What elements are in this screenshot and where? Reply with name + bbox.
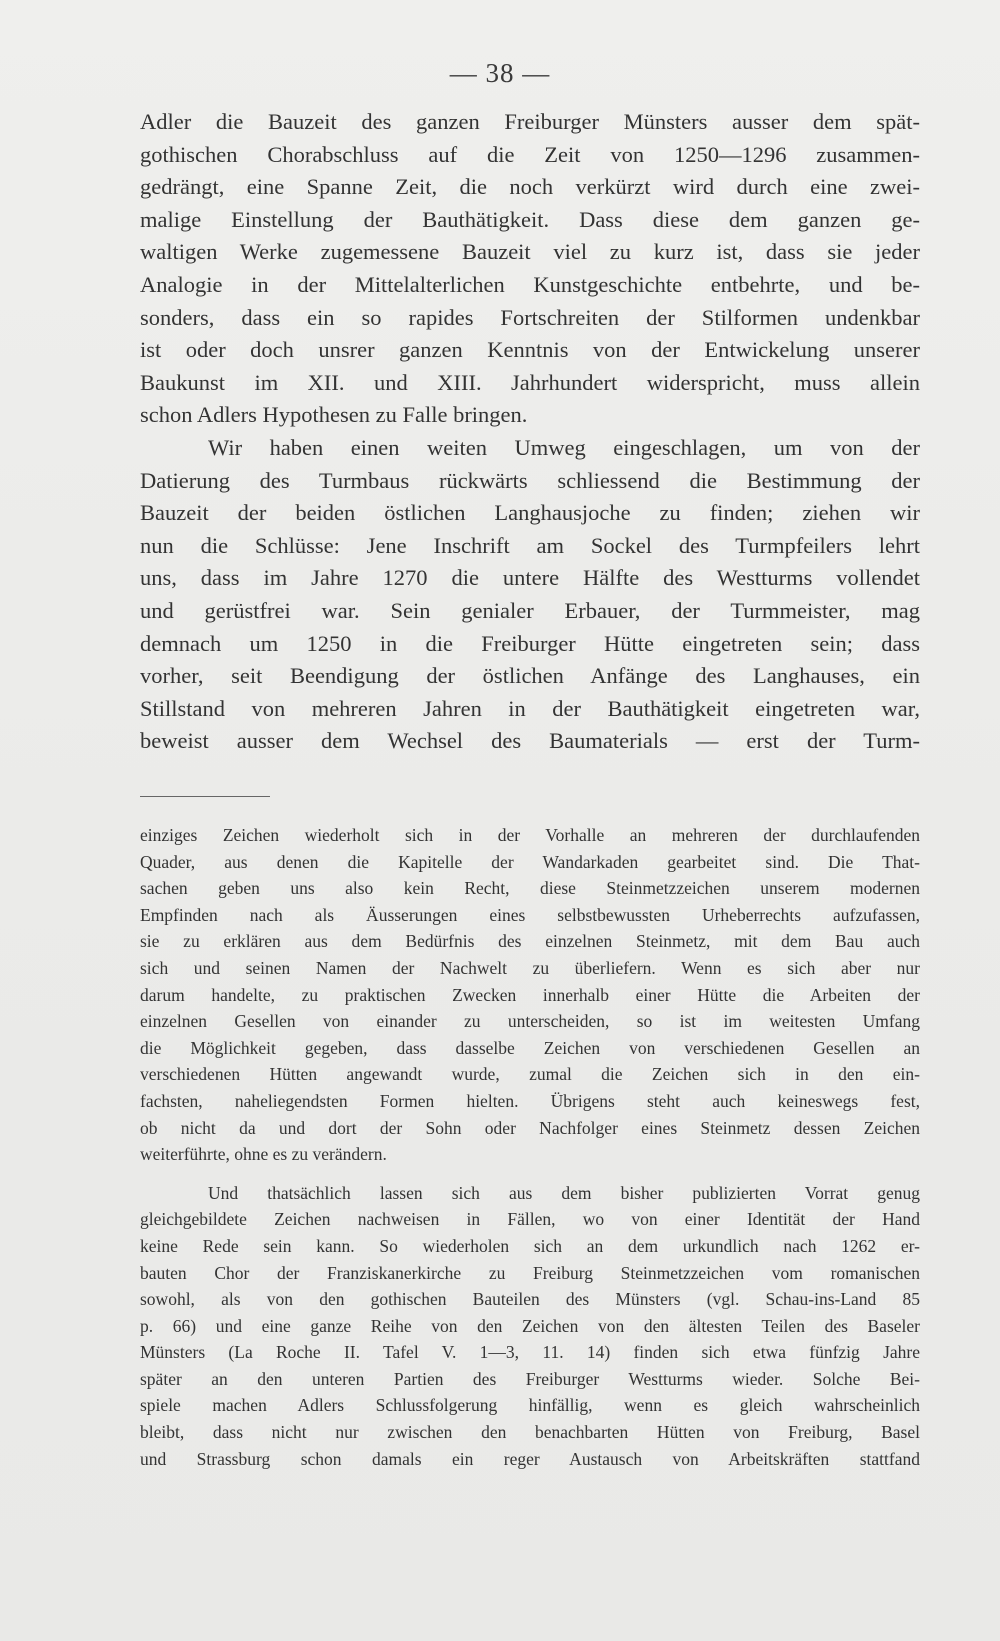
- footnote-line: bleibt, dass nicht nur zwischen den benachbarten Hütten von Freiburg, Basel: [140, 1422, 920, 1443]
- text-line: Bauzeit der beiden östlichen Langhausjoche zu finden; ziehen wir: [140, 500, 920, 526]
- footnote-divider: [140, 796, 270, 797]
- footnote-line: sowohl, als von den gothischen Bauteilen des Münsters (vgl. Schau-ins-Land 85: [140, 1289, 920, 1310]
- footnote-line: Quader, aus denen die Kapitelle der Wandarkaden gearbeitet sind. Die That-: [140, 851, 920, 872]
- footnote-line: Und thatsächlich lassen sich aus dem bisher publizierten Vorrat genug: [208, 1182, 920, 1203]
- text-line: Baukunst im XII. und XIII. Jahrhundert widerspricht, muss allein: [140, 369, 920, 395]
- paragraph-gap: [140, 1168, 920, 1180]
- text-line: Analogie in der Mittelalterlichen Kunstgeschichte entbehrte, und be-: [140, 271, 920, 297]
- text-line: nun die Schlüsse: Jene Inschrift am Sockel des Turmpfeilers lehrt: [140, 532, 920, 558]
- text-line: gothischen Chorabschluss auf die Zeit von 1250—1296 zusammen-: [140, 141, 920, 167]
- footnote-line: bauten Chor der Franziskanerkirche zu Freiburg Steinmetzzeichen vom romanischen: [140, 1262, 920, 1283]
- footnote-line: gleichgebildete Zeichen nachweisen in Fällen, wo von einer Identität der Hand: [140, 1209, 920, 1230]
- footnote-line: später an den unteren Partien des Freiburger Westturms wieder. Solche Bei-: [140, 1368, 920, 1389]
- main-text: [140, 106, 920, 758]
- text-line: waltigen Werke zugemessene Bauzeit viel zu kurz ist, dass sie jeder: [140, 239, 920, 265]
- footnote-line: sich und seinen Namen der Nachwelt zu überliefern. Wenn es sich aber nur: [140, 957, 920, 978]
- text-line: malige Einstellung der Bauthätigkeit. Dass diese dem ganzen ge-: [140, 206, 920, 232]
- text-line: Wir haben einen weiten Umweg eingeschlagen, um von der: [208, 434, 920, 460]
- text-line: sonders, dass ein so rapides Fortschreiten der Stilformen undenkbar: [140, 304, 920, 330]
- text-line: beweist ausser dem Wechsel des Baumaterials — erst der Turm-: [140, 728, 920, 754]
- footnote-line: einzelnen Gesellen von einander zu unterscheiden, so ist im weitesten Umfang: [140, 1011, 920, 1032]
- footnote-line: Münsters (La Roche II. Tafel V. 1—3, 11. 14) finden sich etwa fünfzig Jahre: [140, 1342, 920, 1363]
- footnote-line: verschiedenen Hütten angewandt wurde, zumal die Zeichen sich in den ein-: [140, 1064, 920, 1085]
- page-number: — 38 —: [449, 58, 551, 88]
- footnote-line: spiele machen Adlers Schlussfolgerung hinfällig, wenn es gleich wahrscheinlich: [140, 1395, 920, 1416]
- footnote-line: darum handelte, zu praktischen Zwecken innerhalb einer Hütte die Arbeiten der: [140, 984, 920, 1005]
- footnote-text: [140, 822, 920, 1472]
- text-line: ist oder doch unsrer ganzen Kenntnis von der Entwickelung unserer: [140, 337, 920, 363]
- footnote-line: die Möglichkeit gegeben, dass dasselbe Zeichen von verschiedenen Gesellen an: [140, 1037, 920, 1058]
- footnote-line: weiterführte, ohne es zu verändern.: [140, 1144, 387, 1165]
- text-line: Stillstand von mehreren Jahren in der Bauthätigkeit eingetreten war,: [140, 695, 920, 721]
- text-line: Adler die Bauzeit des ganzen Freiburger Münsters ausser dem spät-: [140, 109, 920, 134]
- text-line: Datierung des Turmbaus rückwärts schliessend die Bestimmung der: [140, 467, 920, 493]
- footnote-line: Empfinden nach als Äusserungen eines selbstbewussten Urheberrechts aufzufassen,: [140, 904, 920, 925]
- footnote-line: sachen geben uns also kein Recht, diese Steinmetzzeichen unserem modernen: [140, 878, 920, 899]
- text-line: uns, dass im Jahre 1270 die untere Hälfte des Westturms vollendet: [140, 565, 920, 591]
- footnote-line: einziges Zeichen wiederholt sich in der Vorhalle an mehreren der durchlaufenden: [140, 825, 920, 845]
- footnote-line: und Strassburg schon damals ein reger Austausch von Arbeitskräften stattfand: [140, 1448, 920, 1469]
- footnote-line: p. 66) und eine ganze Reihe von den Zeichen von den ältesten Teilen des Baseler: [140, 1315, 920, 1336]
- text-line: und gerüstfrei war. Sein genialer Erbauer, der Turmmeister, mag: [140, 597, 920, 623]
- text-line: vorher, seit Beendigung der östlichen Anfänge des Langhauses, ein: [140, 663, 920, 689]
- text-line: demnach um 1250 in die Freiburger Hütte eingetreten sein; dass: [140, 630, 920, 656]
- text-line: schon Adlers Hypothesen zu Falle bringen.: [140, 402, 528, 428]
- footnote-line: sie zu erklären aus dem Bedürfnis des einzelnen Steinmetz, mit dem Bau auch: [140, 931, 920, 952]
- footnote-line: ob nicht da und dort der Sohn oder Nachfolger eines Steinmetz dessen Zeichen: [140, 1117, 920, 1138]
- footnote-line: keine Rede sein kann. So wiederholen sich an dem urkundlich nach 1262 er-: [140, 1235, 920, 1256]
- footnote-line: fachsten, naheliegendsten Formen hielten. Übrigens steht auch keineswegs fest,: [140, 1090, 920, 1111]
- text-line: gedrängt, eine Spanne Zeit, die noch verkürzt wird durch eine zwei-: [140, 174, 920, 200]
